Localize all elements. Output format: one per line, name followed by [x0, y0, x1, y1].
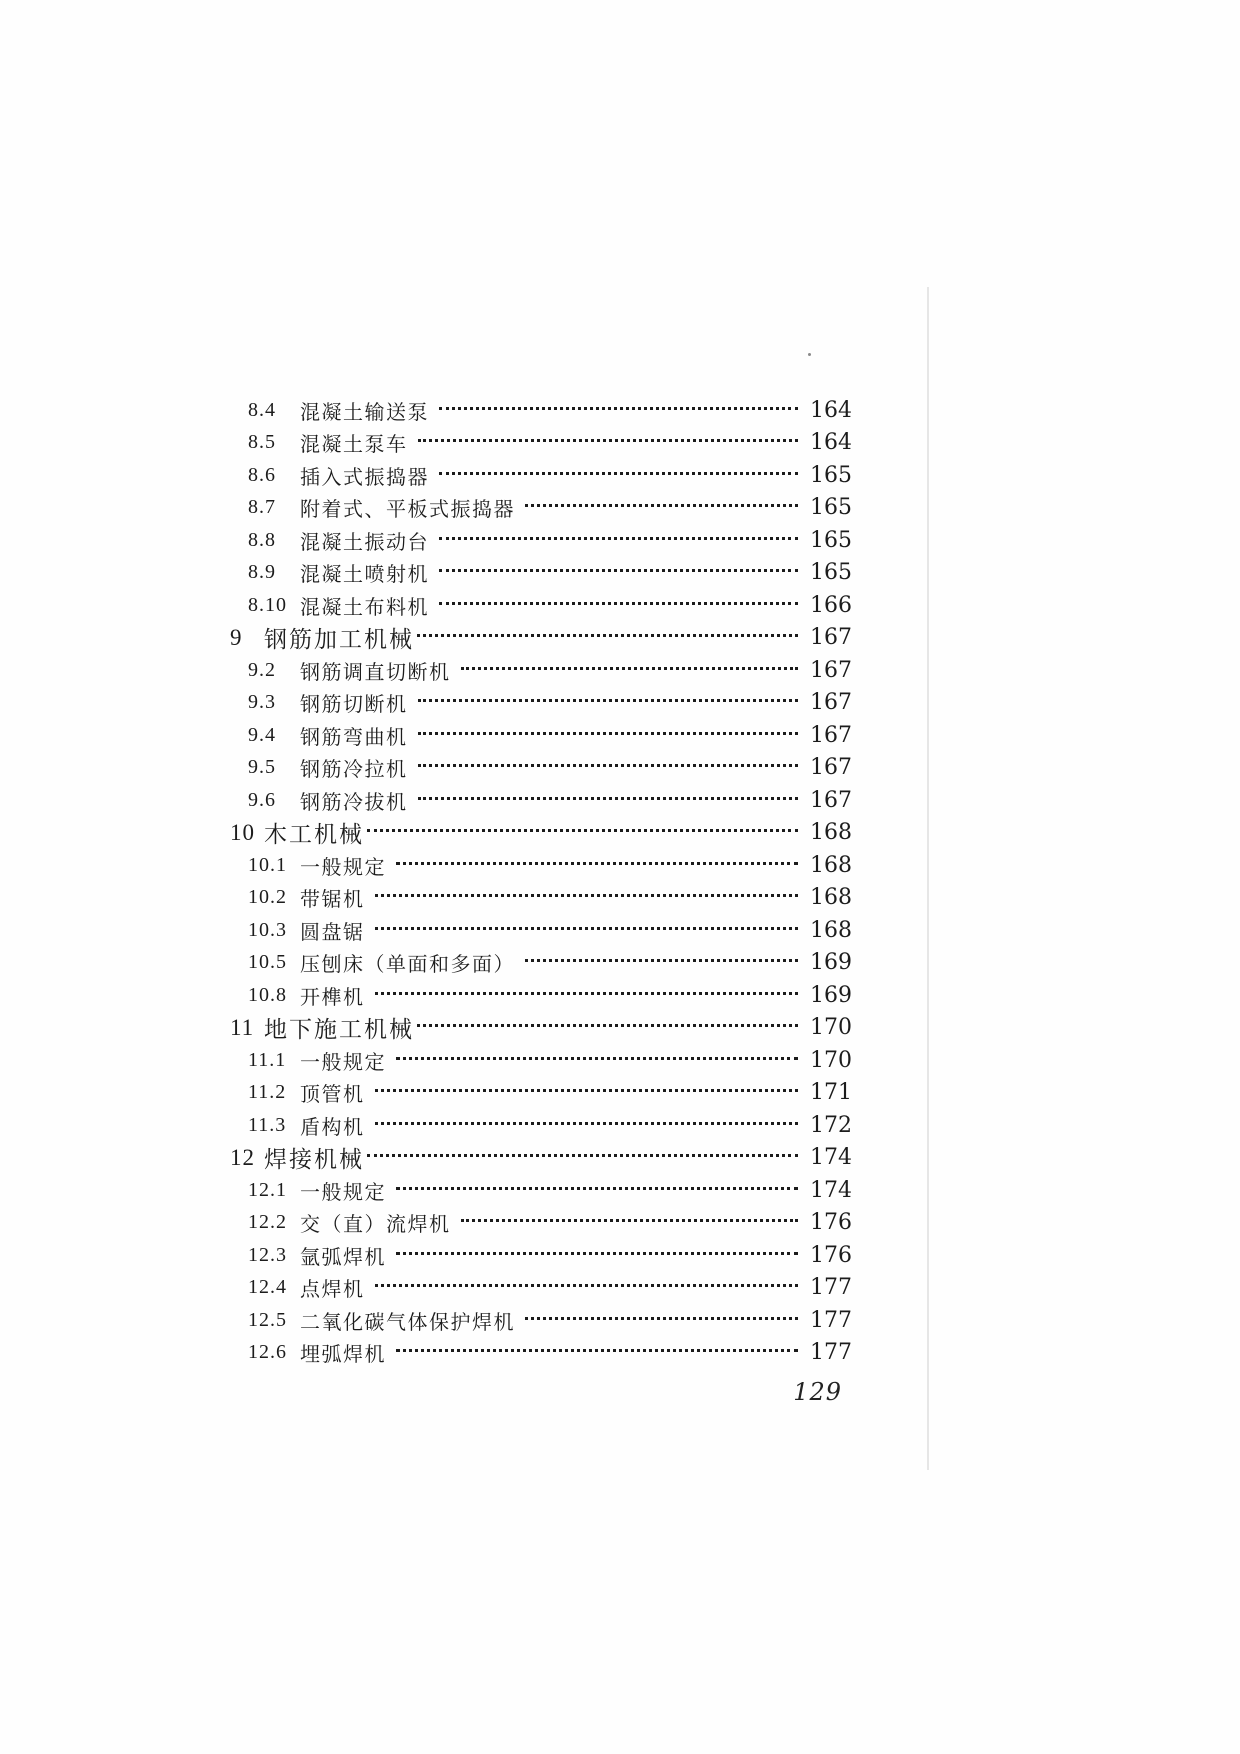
toc-entry	[230, 979, 852, 1012]
dot-leader	[439, 537, 798, 540]
dot-leader	[417, 634, 798, 637]
toc-entry	[230, 947, 852, 980]
toc-entry	[230, 1044, 852, 1077]
toc-entry-page-number: 170	[810, 1015, 852, 1041]
dot-leader	[525, 1317, 798, 1320]
toc-entry-number: 12.6	[248, 1341, 287, 1364]
toc-entry	[230, 1174, 852, 1207]
toc-entry	[230, 1207, 852, 1240]
toc-entry-page-number: 164	[810, 397, 852, 423]
dot-leader	[396, 1187, 798, 1190]
dot-leader	[396, 1349, 798, 1352]
toc-entry	[230, 882, 852, 915]
dot-leader	[375, 894, 799, 897]
toc-entry-page-number: 177	[810, 1275, 852, 1301]
dot-leader	[418, 764, 799, 767]
toc-entry-number: 9.6	[248, 788, 276, 811]
toc-entry-page-number: 167	[810, 787, 852, 813]
toc-entry-title: 钢筋冷拔机	[300, 791, 408, 814]
toc-entry-title: 盾构机	[300, 1116, 365, 1139]
toc-entry	[230, 817, 852, 850]
toc-entry-number: 12.3	[248, 1243, 287, 1266]
toc-entry-title: 带锯机	[300, 889, 365, 912]
toc-entry-number: 9.5	[248, 756, 276, 779]
toc-entry-page-number: 174	[810, 1177, 852, 1203]
toc-entry-number: 11.2	[248, 1081, 287, 1104]
toc-entry-number: 12.1	[248, 1178, 287, 1201]
toc-entry-number: 12.5	[248, 1308, 287, 1331]
toc-entry	[230, 1239, 852, 1272]
dot-leader	[396, 862, 798, 865]
toc-entry-title: 木工机械	[264, 822, 364, 848]
dot-leader	[396, 1057, 798, 1060]
toc-entry-page-number: 167	[810, 722, 852, 748]
toc-entry-number: 10	[230, 819, 255, 845]
toc-entry-page-number: 167	[810, 625, 852, 651]
toc-entry-title: 交（直）流焊机	[300, 1214, 451, 1237]
toc-entry-title: 焊接机械	[264, 1147, 364, 1173]
toc-entry-page-number: 177	[810, 1340, 852, 1366]
dot-leader	[418, 699, 799, 702]
dot-leader	[418, 439, 799, 442]
toc-entry-number: 8.10	[248, 593, 287, 616]
toc-entry-title: 圆盘锯	[300, 921, 365, 944]
toc-entry	[230, 459, 852, 492]
toc-entry	[230, 524, 852, 557]
toc-entry-title: 点焊机	[300, 1279, 365, 1302]
toc-entry	[230, 589, 852, 622]
toc-entry-title: 开榫机	[300, 986, 365, 1009]
toc-entry-number: 9.4	[248, 723, 276, 746]
toc-entry-number: 9.3	[248, 691, 276, 714]
dot-leader	[375, 1089, 799, 1092]
toc-entry	[230, 1109, 852, 1142]
dot-leader	[439, 602, 798, 605]
toc-entry	[230, 1272, 852, 1305]
toc-entry-number: 9	[230, 624, 243, 650]
dot-leader	[439, 407, 798, 410]
toc-entry-page-number: 165	[810, 560, 852, 586]
toc-entry-title: 埋弧焊机	[300, 1344, 386, 1367]
toc-entry-page-number: 168	[810, 885, 852, 911]
page-footer-number: 129	[793, 1378, 842, 1406]
toc-entry-title: 附着式、平板式振捣器	[300, 499, 515, 522]
toc-entry-page-number: 171	[810, 1080, 852, 1106]
dot-leader	[396, 1252, 798, 1255]
toc-entry	[230, 492, 852, 525]
dot-leader	[375, 1284, 799, 1287]
toc-entry	[230, 849, 852, 882]
toc-entry	[230, 719, 852, 752]
toc-entry-title: 一般规定	[300, 1181, 386, 1204]
dot-leader	[439, 472, 798, 475]
dot-leader	[461, 667, 799, 670]
toc-entry-title: 钢筋加工机械	[264, 627, 414, 653]
toc-entry-number: 12.4	[248, 1276, 287, 1299]
toc-entry-title: 氩弧焊机	[300, 1246, 386, 1269]
toc-entry-title: 混凝土布料机	[300, 596, 429, 619]
toc-entry-number: 12.2	[248, 1211, 287, 1234]
dot-leader	[461, 1219, 799, 1222]
toc-entry-number: 12	[230, 1144, 255, 1170]
toc-entry-page-number: 168	[810, 917, 852, 943]
toc-entry-number: 11.3	[248, 1113, 287, 1136]
dot-leader	[367, 829, 798, 832]
toc-entry-title: 二氧化碳气体保护焊机	[300, 1311, 515, 1334]
dot-leader	[418, 797, 799, 800]
toc-entry-title: 混凝土输送泵	[300, 401, 429, 424]
toc-entry-number: 10.3	[248, 918, 287, 941]
toc-list	[230, 394, 852, 1369]
scan-edge-line	[927, 287, 929, 1470]
toc-entry-title: 钢筋弯曲机	[300, 726, 408, 749]
toc-entry-number: 8.9	[248, 561, 276, 584]
toc-entry-page-number: 172	[810, 1112, 852, 1138]
toc-entry	[230, 914, 852, 947]
toc-entry-title: 钢筋冷拉机	[300, 759, 408, 782]
toc-entry-number: 9.2	[248, 658, 276, 681]
toc-entry	[230, 752, 852, 785]
dot-leader	[375, 927, 799, 930]
dot-leader	[417, 1024, 798, 1027]
toc-entry-page-number: 168	[810, 852, 852, 878]
toc-entry-page-number: 174	[810, 1145, 852, 1171]
toc-entry-page-number: 165	[810, 495, 852, 521]
toc-entry-title: 钢筋切断机	[300, 694, 408, 717]
toc-entry	[230, 1077, 852, 1110]
toc-entry-page-number: 176	[810, 1210, 852, 1236]
dot-leader	[375, 992, 799, 995]
toc-entry-page-number: 169	[810, 950, 852, 976]
toc-entry	[230, 557, 852, 590]
toc-entry-number: 8.7	[248, 496, 276, 519]
toc-entry-title: 插入式振捣器	[300, 466, 429, 489]
dot-leader	[525, 959, 798, 962]
toc-entry-page-number: 167	[810, 690, 852, 716]
dot-leader	[418, 732, 799, 735]
toc-entry-page-number: 170	[810, 1047, 852, 1073]
dot-leader	[367, 1154, 798, 1157]
toc-entry-number: 8.6	[248, 463, 276, 486]
toc-entry	[230, 1337, 852, 1370]
toc-entry-title: 一般规定	[300, 1051, 386, 1074]
toc-entry-title: 一般规定	[300, 856, 386, 879]
toc-entry-page-number: 166	[810, 592, 852, 618]
toc-entry-page-number: 167	[810, 657, 852, 683]
scan-speck	[808, 353, 811, 356]
toc-entry	[230, 1012, 852, 1045]
toc-entry-title: 地下施工机械	[264, 1017, 414, 1043]
toc-entry-number: 10.8	[248, 983, 287, 1006]
toc-entry	[230, 784, 852, 817]
toc-entry-title: 钢筋调直切断机	[300, 661, 451, 684]
toc-entry-title: 混凝土振动台	[300, 531, 429, 554]
toc-entry	[230, 1304, 852, 1337]
toc-entry	[230, 394, 852, 427]
toc-entry-title: 混凝土喷射机	[300, 564, 429, 587]
toc-entry-page-number: 167	[810, 755, 852, 781]
toc-entry	[230, 1142, 852, 1175]
toc-entry-number: 10.5	[248, 951, 287, 974]
toc-entry-number: 10.2	[248, 886, 287, 909]
toc-entry-page-number: 177	[810, 1307, 852, 1333]
toc-entry-title: 混凝土泵车	[300, 434, 408, 457]
toc-entry-number: 8.5	[248, 431, 276, 454]
dot-leader	[375, 1122, 799, 1125]
toc-entry	[230, 427, 852, 460]
toc-entry	[230, 687, 852, 720]
toc-entry-number: 8.4	[248, 398, 276, 421]
toc-entry-title: 顶管机	[300, 1084, 365, 1107]
toc-entry-number: 10.1	[248, 853, 287, 876]
toc-entry-title: 压刨床（单面和多面）	[300, 954, 515, 977]
toc-entry	[230, 622, 852, 655]
toc-entry-page-number: 165	[810, 462, 852, 488]
toc-entry-page-number: 165	[810, 527, 852, 553]
toc-entry	[230, 654, 852, 687]
toc-entry-page-number: 164	[810, 430, 852, 456]
dot-leader	[439, 569, 798, 572]
toc-entry-number: 11.1	[248, 1048, 287, 1071]
toc-entry-page-number: 169	[810, 982, 852, 1008]
toc-entry-page-number: 168	[810, 820, 852, 846]
toc-entry-number: 8.8	[248, 528, 276, 551]
dot-leader	[525, 504, 798, 507]
toc-entry-page-number: 176	[810, 1242, 852, 1268]
toc-entry-number: 11	[230, 1014, 255, 1040]
